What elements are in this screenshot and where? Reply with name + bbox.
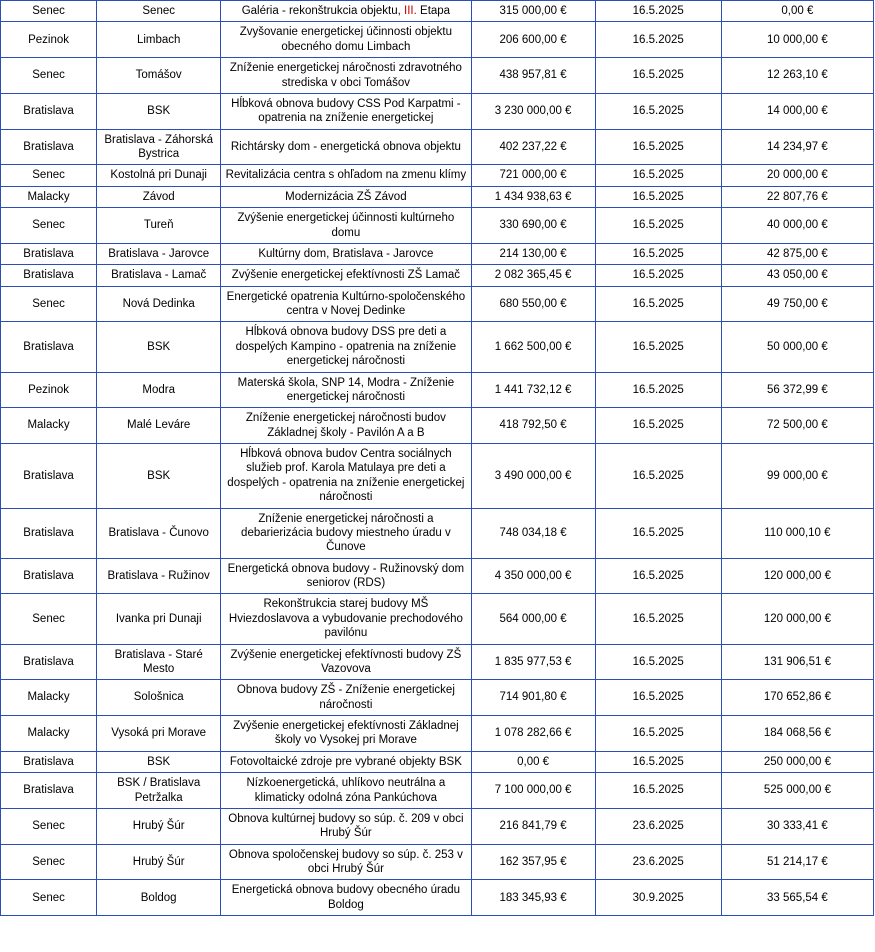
cell-date: 16.5.2025 [595, 773, 721, 809]
cell-cofinance: 33 565,54 € [721, 880, 873, 916]
cell-amount: 2 082 365,45 € [471, 265, 595, 286]
cell-district: Bratislava [1, 508, 97, 558]
table-row [1, 22, 874, 58]
project-text-post: Etapa [416, 5, 451, 17]
cell-date: 16.5.2025 [595, 680, 721, 716]
cell-project: Nízkoenergetická, uhlíkovo neutrálna a klimaticky odolná zóna Pankúchova [221, 773, 471, 809]
table-row [1, 322, 874, 372]
table-row [1, 844, 874, 880]
cell-cofinance: 184 068,56 € [721, 716, 873, 752]
table-row [1, 773, 874, 809]
table-row [1, 265, 874, 286]
cell-municipality: Ivanka pri Dunaji [97, 594, 221, 644]
cell-date: 16.5.2025 [595, 372, 721, 408]
cell-date: 16.5.2025 [595, 644, 721, 680]
cell-cofinance: 14 234,97 € [721, 129, 873, 165]
cell-project: Rekonštrukcia starej budovy MŠ Hviezdoslavova a vybudovanie prechodového pavilónu [221, 594, 471, 644]
table-row [1, 594, 874, 644]
cell-cofinance: 525 000,00 € [721, 773, 873, 809]
cell-cofinance: 50 000,00 € [721, 322, 873, 372]
table-row [1, 880, 874, 916]
cell-amount: 1 434 938,63 € [471, 186, 595, 207]
cell-project [221, 1, 471, 22]
cell-project: Energetická obnova budovy obecného úradu Boldog [221, 880, 471, 916]
cell-date: 16.5.2025 [595, 751, 721, 772]
project-text-highlight: III. [404, 5, 417, 17]
cell-district: Bratislava [1, 243, 97, 264]
cell-project: Hĺbková obnova budov Centra sociálnych služieb prof. Karola Matulaya pre deti a dospelých - opatrenia na zníženie energetickej náročnosti [221, 444, 471, 509]
cell-project: Hĺbková obnova budovy DSS pre deti a dospelých Kampino - opatrenia na zníženie energetickej náročnosti [221, 322, 471, 372]
cell-district: Bratislava [1, 322, 97, 372]
cell-municipality: Bratislava - Ružinov [97, 558, 221, 594]
cell-project: Materská škola, SNP 14, Modra - Zníženie energetickej náročnosti [221, 372, 471, 408]
cell-district: Senec [1, 594, 97, 644]
cell-project: Zvýšenie energetickej efektívnosti Základnej školy vo Vysokej pri Morave [221, 716, 471, 752]
cell-municipality: Limbach [97, 22, 221, 58]
cell-district: Malacky [1, 680, 97, 716]
table-row [1, 58, 874, 94]
table-row [1, 165, 874, 186]
cell-project: Energetické opatrenia Kultúrno-spoločenského centra v Novej Dedinke [221, 286, 471, 322]
cell-amount: 721 000,00 € [471, 165, 595, 186]
cell-district: Malacky [1, 716, 97, 752]
cell-amount: 3 490 000,00 € [471, 444, 595, 509]
cell-cofinance: 49 750,00 € [721, 286, 873, 322]
cell-municipality: Senec [97, 1, 221, 22]
cell-date: 16.5.2025 [595, 243, 721, 264]
cell-date: 16.5.2025 [595, 408, 721, 444]
cell-cofinance: 110 000,10 € [721, 508, 873, 558]
cell-district: Senec [1, 286, 97, 322]
cell-municipality: Tureň [97, 208, 221, 244]
cell-date: 16.5.2025 [595, 265, 721, 286]
cell-date: 16.5.2025 [595, 129, 721, 165]
cell-district: Senec [1, 844, 97, 880]
cell-amount: 714 901,80 € [471, 680, 595, 716]
cell-amount: 402 237,22 € [471, 129, 595, 165]
cell-amount: 1 835 977,53 € [471, 644, 595, 680]
cell-project: Zníženie energetickej náročnosti a debarierizácia budovy miestneho úradu v Čunove [221, 508, 471, 558]
cell-municipality: Hrubý Šúr [97, 844, 221, 880]
cell-amount: 1 078 282,66 € [471, 716, 595, 752]
cell-municipality: Malé Leváre [97, 408, 221, 444]
cell-district: Bratislava [1, 558, 97, 594]
cell-cofinance: 120 000,00 € [721, 594, 873, 644]
cell-municipality: Závod [97, 186, 221, 207]
table-row [1, 208, 874, 244]
cell-district: Senec [1, 208, 97, 244]
cell-cofinance: 22 807,76 € [721, 186, 873, 207]
cell-amount: 216 841,79 € [471, 808, 595, 844]
cell-district: Bratislava [1, 265, 97, 286]
cell-district: Bratislava [1, 129, 97, 165]
cell-district: Pezinok [1, 372, 97, 408]
cell-amount: 206 600,00 € [471, 22, 595, 58]
cell-municipality: Bratislava - Jarovce [97, 243, 221, 264]
cell-municipality: Kostolná pri Dunaji [97, 165, 221, 186]
cell-municipality: BSK [97, 322, 221, 372]
cell-amount: 4 350 000,00 € [471, 558, 595, 594]
cell-cofinance: 72 500,00 € [721, 408, 873, 444]
cell-amount: 1 441 732,12 € [471, 372, 595, 408]
cell-district: Senec [1, 58, 97, 94]
cell-municipality: BSK [97, 444, 221, 509]
table-row [1, 644, 874, 680]
table-row [1, 408, 874, 444]
cell-date: 30.9.2025 [595, 880, 721, 916]
cell-amount: 162 357,95 € [471, 844, 595, 880]
cell-project: Zvýšenie energetickej efektívnosti budovy ZŠ Vazovova [221, 644, 471, 680]
table-row [1, 243, 874, 264]
cell-municipality: Bratislava - Staré Mesto [97, 644, 221, 680]
cell-cofinance: 250 000,00 € [721, 751, 873, 772]
cell-date: 16.5.2025 [595, 558, 721, 594]
cell-cofinance: 12 263,10 € [721, 58, 873, 94]
cell-project: Zvýšenie energetickej efektívnosti ZŠ Lamač [221, 265, 471, 286]
cell-date: 16.5.2025 [595, 716, 721, 752]
cell-district: Pezinok [1, 22, 97, 58]
cell-district: Malacky [1, 408, 97, 444]
cell-municipality: Bratislava - Lamač [97, 265, 221, 286]
cell-municipality: Hrubý Šúr [97, 808, 221, 844]
table-row [1, 680, 874, 716]
cell-cofinance: 10 000,00 € [721, 22, 873, 58]
cell-municipality: Sološnica [97, 680, 221, 716]
cell-cofinance: 43 050,00 € [721, 265, 873, 286]
cell-municipality: Modra [97, 372, 221, 408]
cell-amount: 183 345,93 € [471, 880, 595, 916]
cell-project: Obnova kultúrnej budovy so súp. č. 209 v obci Hrubý Šúr [221, 808, 471, 844]
table-row [1, 808, 874, 844]
cell-amount: 214 130,00 € [471, 243, 595, 264]
cell-date: 16.5.2025 [595, 594, 721, 644]
cell-date: 16.5.2025 [595, 286, 721, 322]
cell-municipality: BSK [97, 93, 221, 129]
cell-date: 16.5.2025 [595, 508, 721, 558]
cell-project: Obnova spoločenskej budovy so súp. č. 253 v obci Hrubý Šúr [221, 844, 471, 880]
cell-date: 16.5.2025 [595, 186, 721, 207]
cell-project: Zníženie energetickej náročnosti zdravotného strediska v obci Tomášov [221, 58, 471, 94]
cell-project: Fotovoltaické zdroje pre vybrané objekty BSK [221, 751, 471, 772]
table-row [1, 186, 874, 207]
cell-amount: 1 662 500,00 € [471, 322, 595, 372]
cell-project: Obnova budovy ZŠ - Zníženie energetickej náročnosti [221, 680, 471, 716]
cell-project: Kultúrny dom, Bratislava - Jarovce [221, 243, 471, 264]
cell-date: 16.5.2025 [595, 93, 721, 129]
cell-cofinance: 170 652,86 € [721, 680, 873, 716]
cell-date: 16.5.2025 [595, 165, 721, 186]
cell-cofinance: 99 000,00 € [721, 444, 873, 509]
cell-cofinance: 40 000,00 € [721, 208, 873, 244]
table-row [1, 444, 874, 509]
cell-municipality: Tomášov [97, 58, 221, 94]
cell-project: Revitalizácia centra s ohľadom na zmenu klímy [221, 165, 471, 186]
cell-cofinance: 14 000,00 € [721, 93, 873, 129]
cell-district: Senec [1, 165, 97, 186]
cell-district: Bratislava [1, 644, 97, 680]
cell-cofinance: 120 000,00 € [721, 558, 873, 594]
cell-amount: 438 957,81 € [471, 58, 595, 94]
cell-date: 16.5.2025 [595, 58, 721, 94]
table-row [1, 372, 874, 408]
cell-date: 16.5.2025 [595, 1, 721, 22]
cell-municipality: Boldog [97, 880, 221, 916]
cell-municipality: BSK [97, 751, 221, 772]
cell-district: Senec [1, 808, 97, 844]
cell-district: Bratislava [1, 444, 97, 509]
cell-date: 16.5.2025 [595, 322, 721, 372]
cell-project: Zníženie energetickej náročnosti budov Základnej školy - Pavilón A a B [221, 408, 471, 444]
cell-date: 23.6.2025 [595, 844, 721, 880]
cell-date: 23.6.2025 [595, 808, 721, 844]
cell-district: Malacky [1, 186, 97, 207]
cell-date: 16.5.2025 [595, 22, 721, 58]
table-body [1, 1, 874, 916]
cell-amount: 0,00 € [471, 751, 595, 772]
cell-amount: 564 000,00 € [471, 594, 595, 644]
cell-cofinance: 30 333,41 € [721, 808, 873, 844]
cell-date: 16.5.2025 [595, 208, 721, 244]
cell-project: Richtársky dom - energetická obnova objektu [221, 129, 471, 165]
cell-municipality: Nová Dedinka [97, 286, 221, 322]
cell-amount: 3 230 000,00 € [471, 93, 595, 129]
table-row [1, 1, 874, 22]
cell-district: Bratislava [1, 93, 97, 129]
cell-project: Hĺbková obnova budovy CSS Pod Karpatmi - opatrenia na zníženie energetickej [221, 93, 471, 129]
table-row [1, 508, 874, 558]
table-row [1, 129, 874, 165]
cell-amount: 330 690,00 € [471, 208, 595, 244]
table-row [1, 716, 874, 752]
cell-amount: 315 000,00 € [471, 1, 595, 22]
cell-project: Modernizácia ZŠ Závod [221, 186, 471, 207]
cell-date: 16.5.2025 [595, 444, 721, 509]
cell-cofinance: 51 214,17 € [721, 844, 873, 880]
cell-amount: 680 550,00 € [471, 286, 595, 322]
cell-amount: 7 100 000,00 € [471, 773, 595, 809]
cell-amount: 748 034,18 € [471, 508, 595, 558]
cell-municipality: Bratislava - Čunovo [97, 508, 221, 558]
cell-cofinance: 131 906,51 € [721, 644, 873, 680]
project-text-pre: Galéria - rekonštrukcia objektu, [241, 5, 405, 17]
cell-municipality: Vysoká pri Morave [97, 716, 221, 752]
cell-district: Bratislava [1, 773, 97, 809]
cell-project: Zvýšenie energetickej účinnosti kultúrneho domu [221, 208, 471, 244]
cell-district: Bratislava [1, 751, 97, 772]
cell-district: Senec [1, 1, 97, 22]
table-row [1, 93, 874, 129]
cell-cofinance: 20 000,00 € [721, 165, 873, 186]
cell-district: Senec [1, 880, 97, 916]
cell-municipality: BSK / Bratislava Petržalka [97, 773, 221, 809]
table-row [1, 286, 874, 322]
cell-cofinance: 42 875,00 € [721, 243, 873, 264]
cell-project: Zvyšovanie energetickej účinnosti objektu obecného domu Limbach [221, 22, 471, 58]
table-row [1, 751, 874, 772]
cell-project: Energetická obnova budovy - Ružinovský dom seniorov (RDS) [221, 558, 471, 594]
cell-municipality: Bratislava - Záhorská Bystrica [97, 129, 221, 165]
cell-amount: 418 792,50 € [471, 408, 595, 444]
table-row [1, 558, 874, 594]
cell-cofinance: 0,00 € [721, 1, 873, 22]
cell-cofinance: 56 372,99 € [721, 372, 873, 408]
